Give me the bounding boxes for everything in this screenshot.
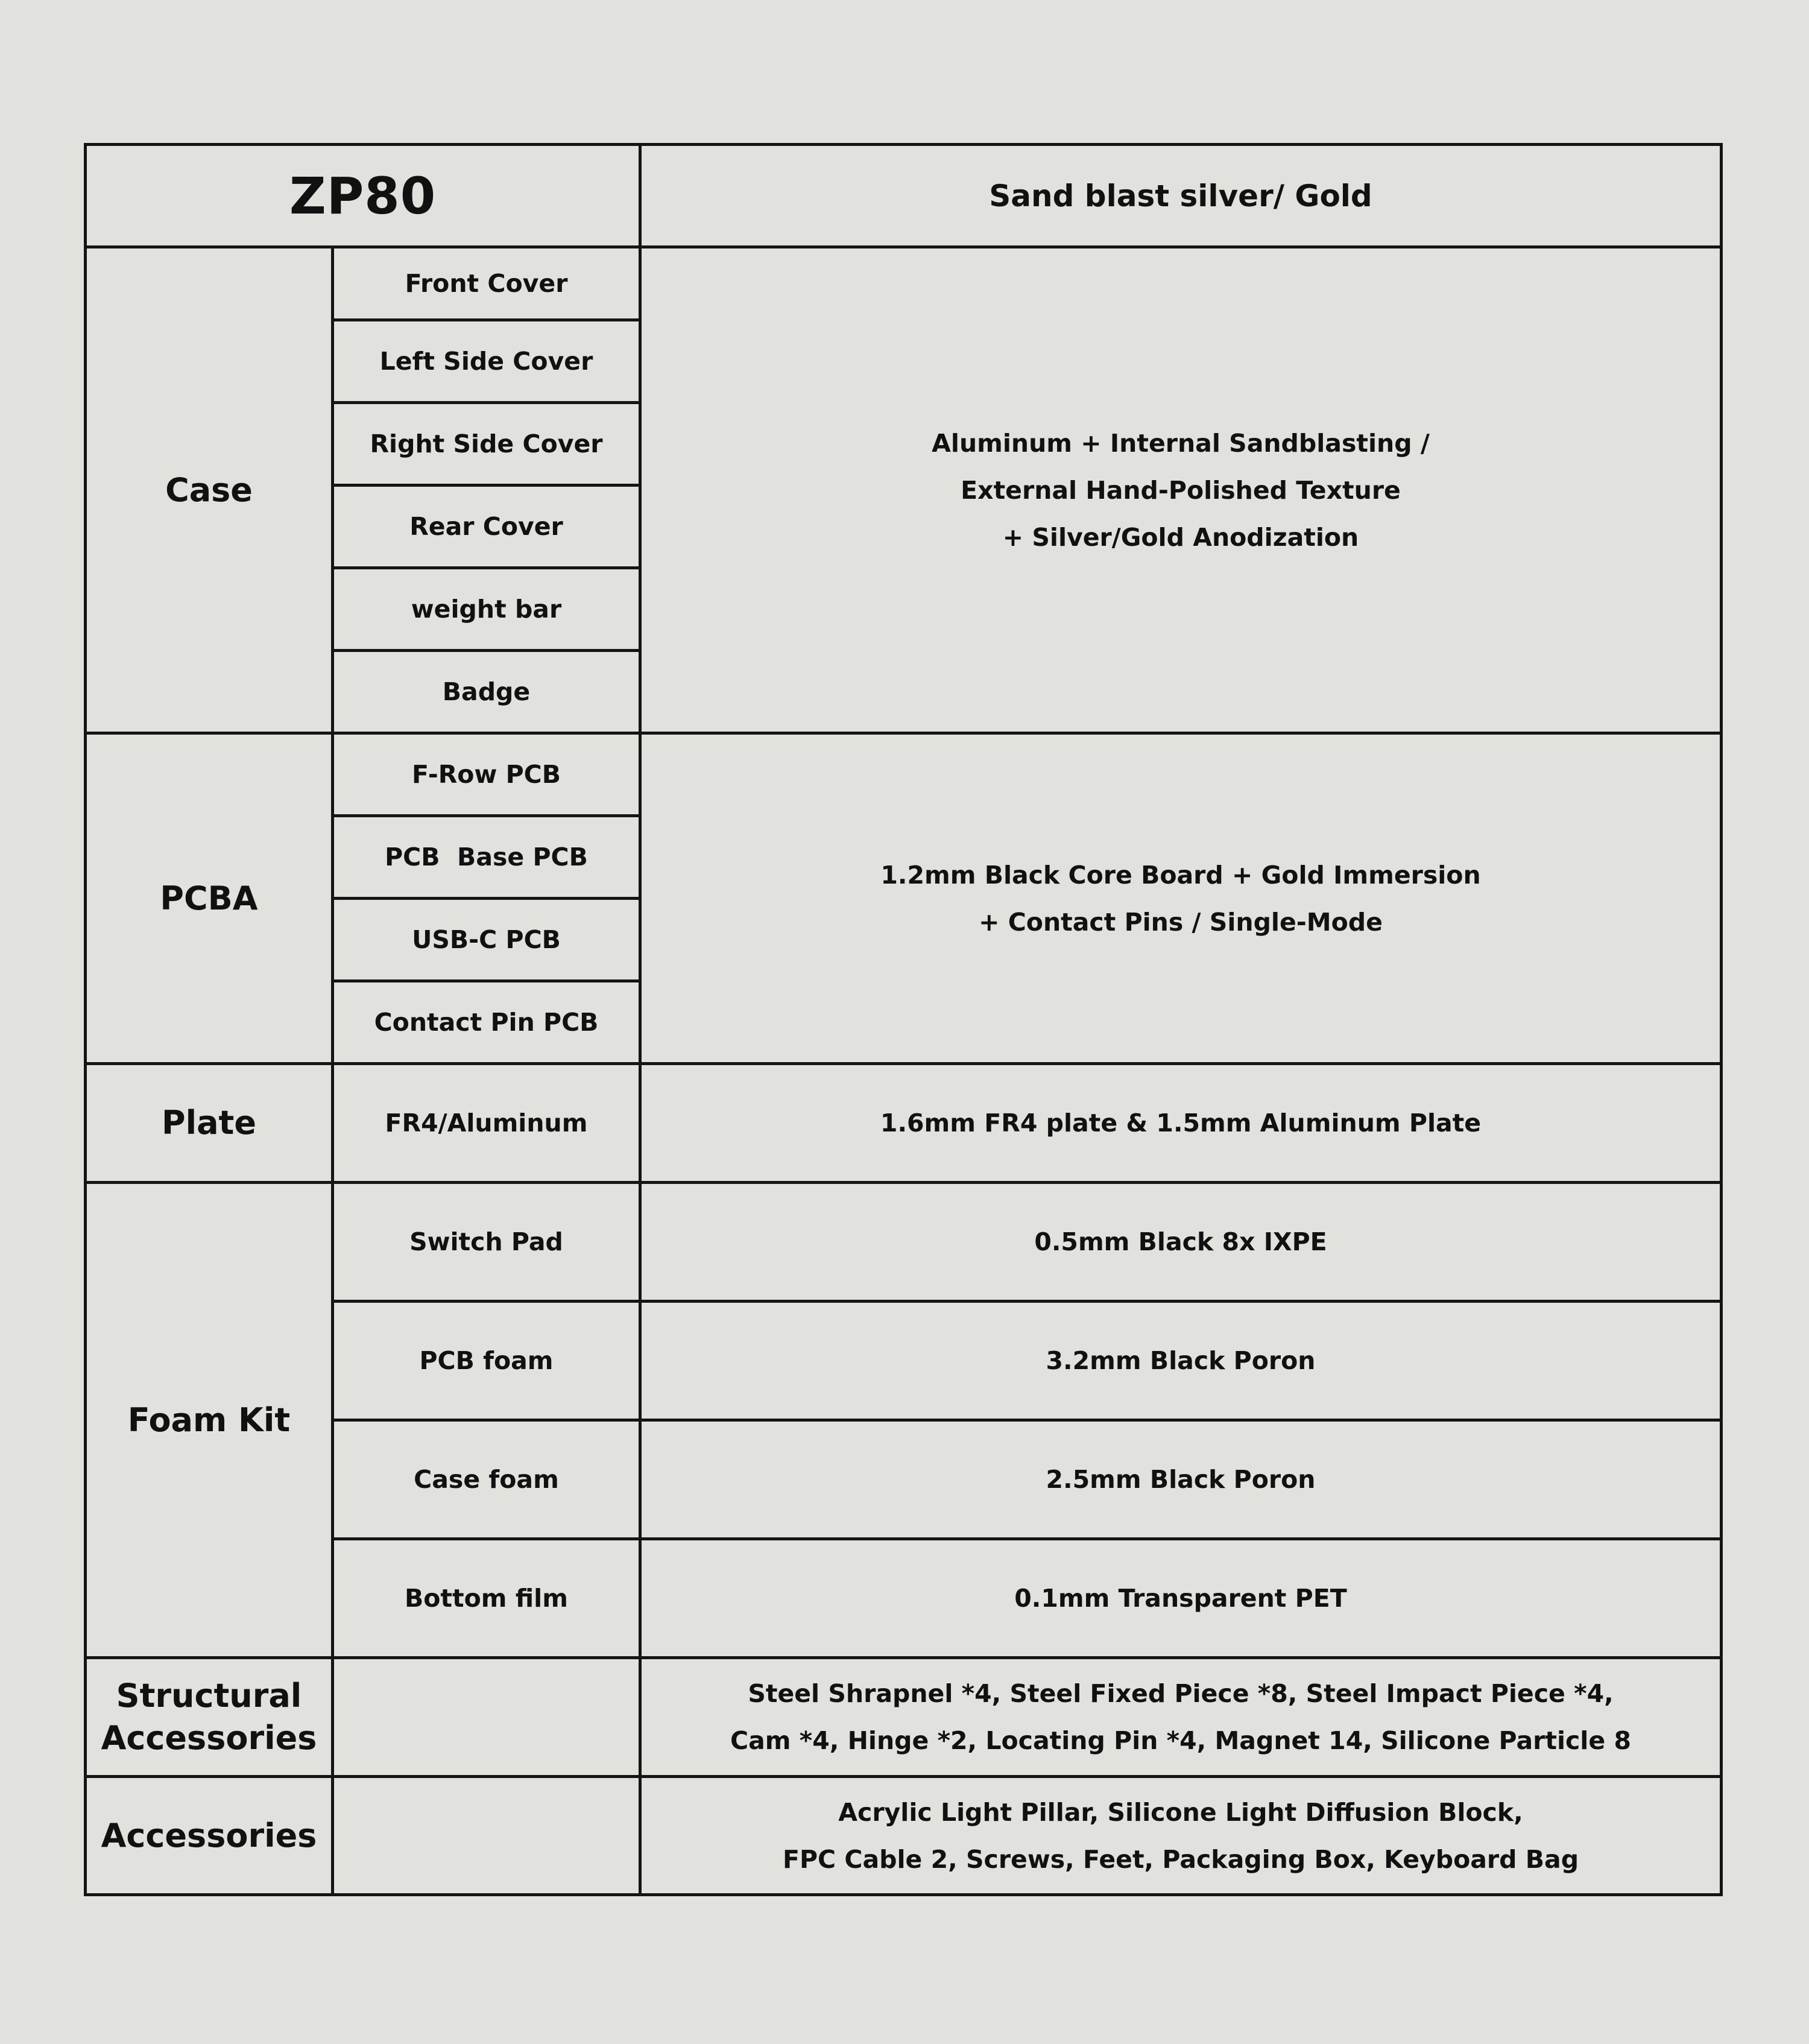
foam-part: Switch Pad — [333, 1183, 640, 1302]
accessories-row — [86, 1777, 1722, 1895]
empty-part-cell — [333, 1658, 640, 1777]
material-line: External Hand-Polished Texture — [961, 475, 1401, 505]
foam-material: 2.5mm Black Poron — [640, 1420, 1722, 1539]
foam-material: 3.2mm Black Poron — [640, 1302, 1722, 1420]
foam-kit-category: Foam Kit — [86, 1183, 333, 1658]
case-part: weight bar — [333, 568, 640, 651]
pcba-row — [86, 733, 1722, 816]
category-line: Structural — [116, 1677, 302, 1715]
accessories-category: Accessories — [86, 1777, 333, 1895]
material-line: 1.2mm Black Core Board + Gold Immersion — [880, 860, 1481, 890]
empty-part-cell — [333, 1777, 640, 1895]
pcba-part: Contact Pin PCB — [333, 981, 640, 1064]
case-part: Badge — [333, 651, 640, 733]
structural-accessories-category — [86, 1658, 333, 1777]
foam-material: 0.5mm Black 8x IXPE — [640, 1183, 1722, 1302]
structural-accessories-row — [86, 1658, 1722, 1777]
header-row — [86, 145, 1722, 247]
foam-material: 0.1mm Transparent PET — [640, 1539, 1722, 1658]
material-line: + Silver/Gold Anodization — [1002, 522, 1359, 552]
plate-part: FR4/Aluminum — [333, 1064, 640, 1183]
material-line: + Contact Pins / Single-Mode — [979, 907, 1383, 937]
model-title: ZP80 — [86, 145, 640, 247]
finish-label: Sand blast silver/ Gold — [640, 145, 1722, 247]
case-row — [86, 247, 1722, 320]
plate-material: 1.6mm FR4 plate & 1.5mm Aluminum Plate — [640, 1064, 1722, 1183]
spec-table — [84, 143, 1723, 1896]
foam-part: Bottom film — [333, 1539, 640, 1658]
case-part: Right Side Cover — [333, 403, 640, 486]
category-line: Accessories — [101, 1719, 317, 1757]
plate-category: Plate — [86, 1064, 333, 1183]
foam-part: Case foam — [333, 1420, 640, 1539]
pcba-part: PCB Base PCB — [333, 816, 640, 899]
pcba-material — [640, 733, 1722, 1064]
material-line: Steel Shrapnel *4, Steel Fixed Piece *8, Steel Impact Piece *4, — [748, 1679, 1614, 1708]
foam-part: PCB foam — [333, 1302, 640, 1420]
material-line: Cam *4, Hinge *2, Locating Pin *4, Magnet 14, Silicone Particle 8 — [730, 1726, 1631, 1755]
case-material — [640, 247, 1722, 733]
case-part: Left Side Cover — [333, 320, 640, 403]
material-line: FPC Cable 2, Screws, Feet, Packaging Box, Keyboard Bag — [782, 1844, 1579, 1874]
pcba-category: PCBA — [86, 733, 333, 1064]
case-category: Case — [86, 247, 333, 733]
case-part: Rear Cover — [333, 486, 640, 568]
material-line: Acrylic Light Pillar, Silicone Light Diffusion Block, — [838, 1797, 1523, 1827]
material-line: Aluminum + Internal Sandblasting / — [932, 428, 1430, 458]
pcba-part: USB-C PCB — [333, 899, 640, 981]
accessories-material — [640, 1777, 1722, 1895]
pcba-part: F-Row PCB — [333, 733, 640, 816]
case-part: Front Cover — [333, 247, 640, 320]
plate-row — [86, 1064, 1722, 1183]
foam-row — [86, 1183, 1722, 1302]
structural-accessories-material — [640, 1658, 1722, 1777]
